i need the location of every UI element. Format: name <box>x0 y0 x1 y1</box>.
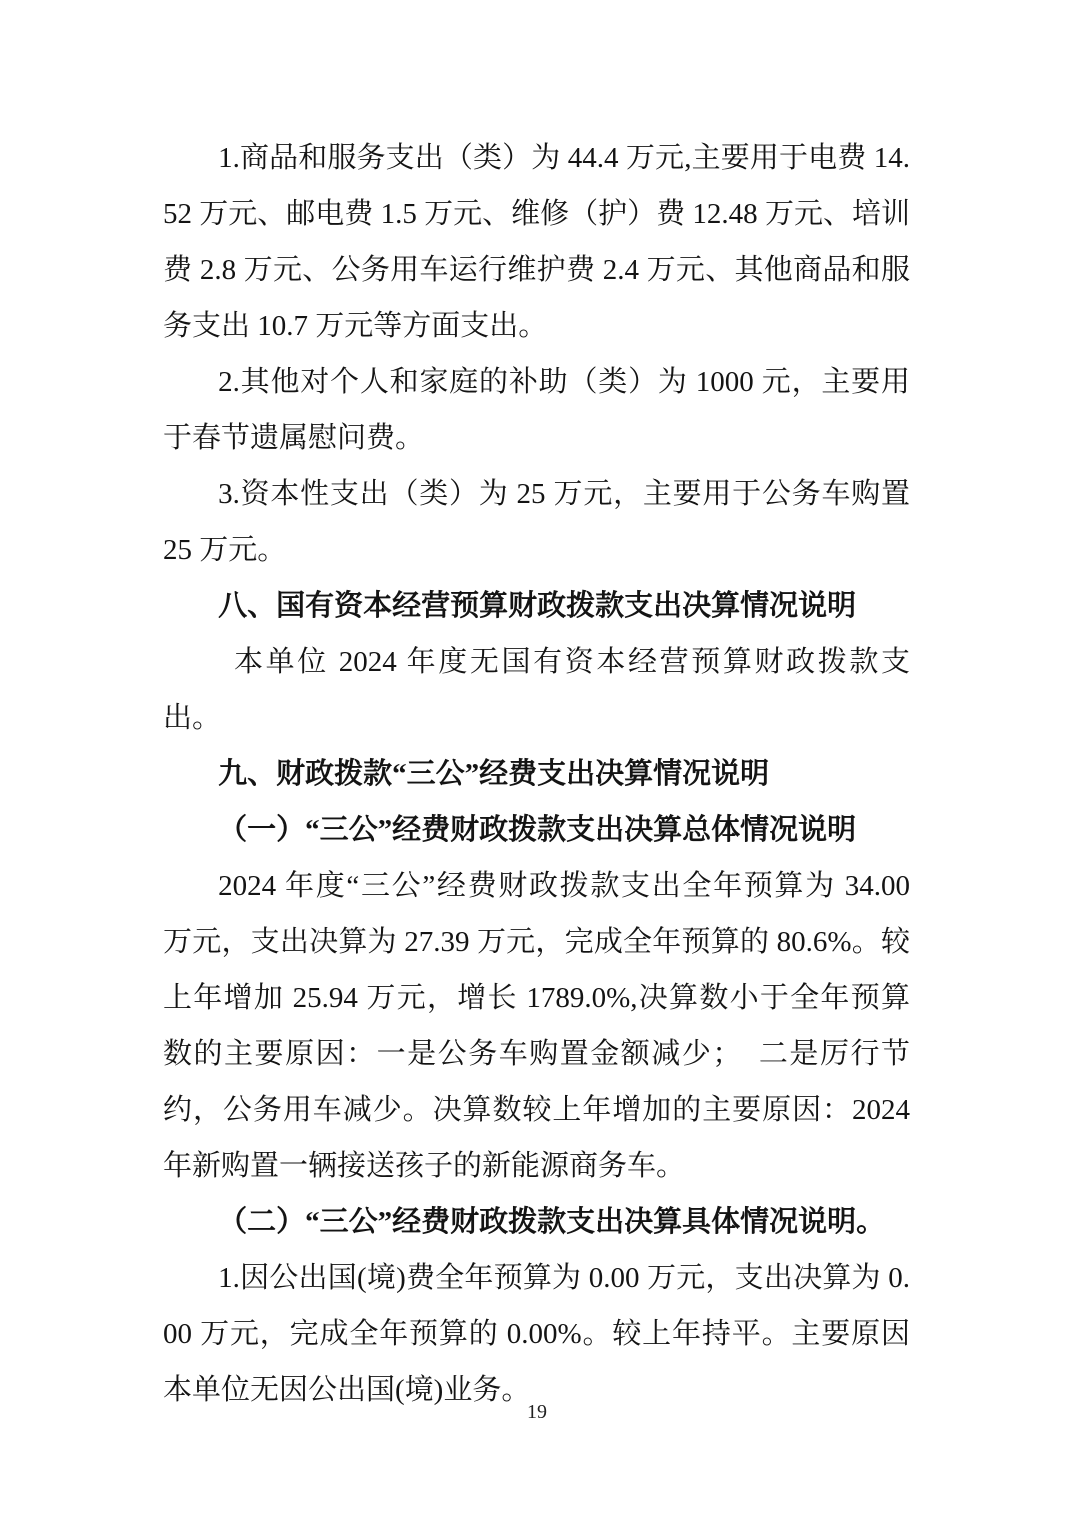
paragraph-goods-and-services-expenditure: 1.商品和服务支出（类）为 44.4 万元,主要用于电费 14.52 万元、邮电费 1.5 万元、维修（护）费 12.48 万元、培训费 2.8 万元、公务用车运行维护费 2.4 万元、其他商品和服务支出 10.7 万元等方面支出。 <box>163 142 910 342</box>
document-body <box>163 130 918 1418</box>
paragraph-overseas-travel-expense: 1.因公出国(境)费全年预算为 0.00 万元，支出决算为 0.00 万元，完成全年预算的 0.00%。较上年持平。主要原因本单位无因公出国(境)业务。 <box>163 1262 910 1406</box>
heading-three-public-overall-situation: （一）“三公”经费财政拨款支出决算总体情况说明 <box>218 814 857 846</box>
paragraph-three-public-overall-detail: 2024 年度“三公”经费财政拨款支出全年预算为 34.00 万元，支出决算为 27.39 万元，完成全年预算的 80.6%。较上年增加 25.94 万元，增长 1789.0%,决算数小于全年预算数的主要原因：一是公务车购置金额减少； 二是厉行节约，公务用车减少。决算数较上年增加的主要原因：2024 年新购置一辆接送孩子的新能源商务车。 <box>163 870 918 1182</box>
paragraph-individual-family-subsidy: 2.其他对个人和家庭的补助（类）为 1000 元，主要用于春节遗属慰问费。 <box>163 366 910 454</box>
heading-section-8-state-capital-budget: 八、国有资本经营预算财政拨款支出决算情况说明 <box>218 590 857 622</box>
heading-three-public-specific-situation: （二）“三公”经费财政拨款支出决算具体情况说明。 <box>218 1206 886 1238</box>
paragraph-capital-expenditure: 3.资本性支出（类）为 25 万元，主要用于公务车购置 25 万元。 <box>163 478 918 566</box>
paragraph-no-state-capital-expenditure: 本单位 2024 年度无国有资本经营预算财政拨款支出。 <box>163 646 910 734</box>
page-footer <box>0 1398 1074 1426</box>
page-number: 19 <box>527 1401 547 1423</box>
heading-section-9-three-public-funds: 九、财政拨款“三公”经费支出决算情况说明 <box>218 758 770 790</box>
